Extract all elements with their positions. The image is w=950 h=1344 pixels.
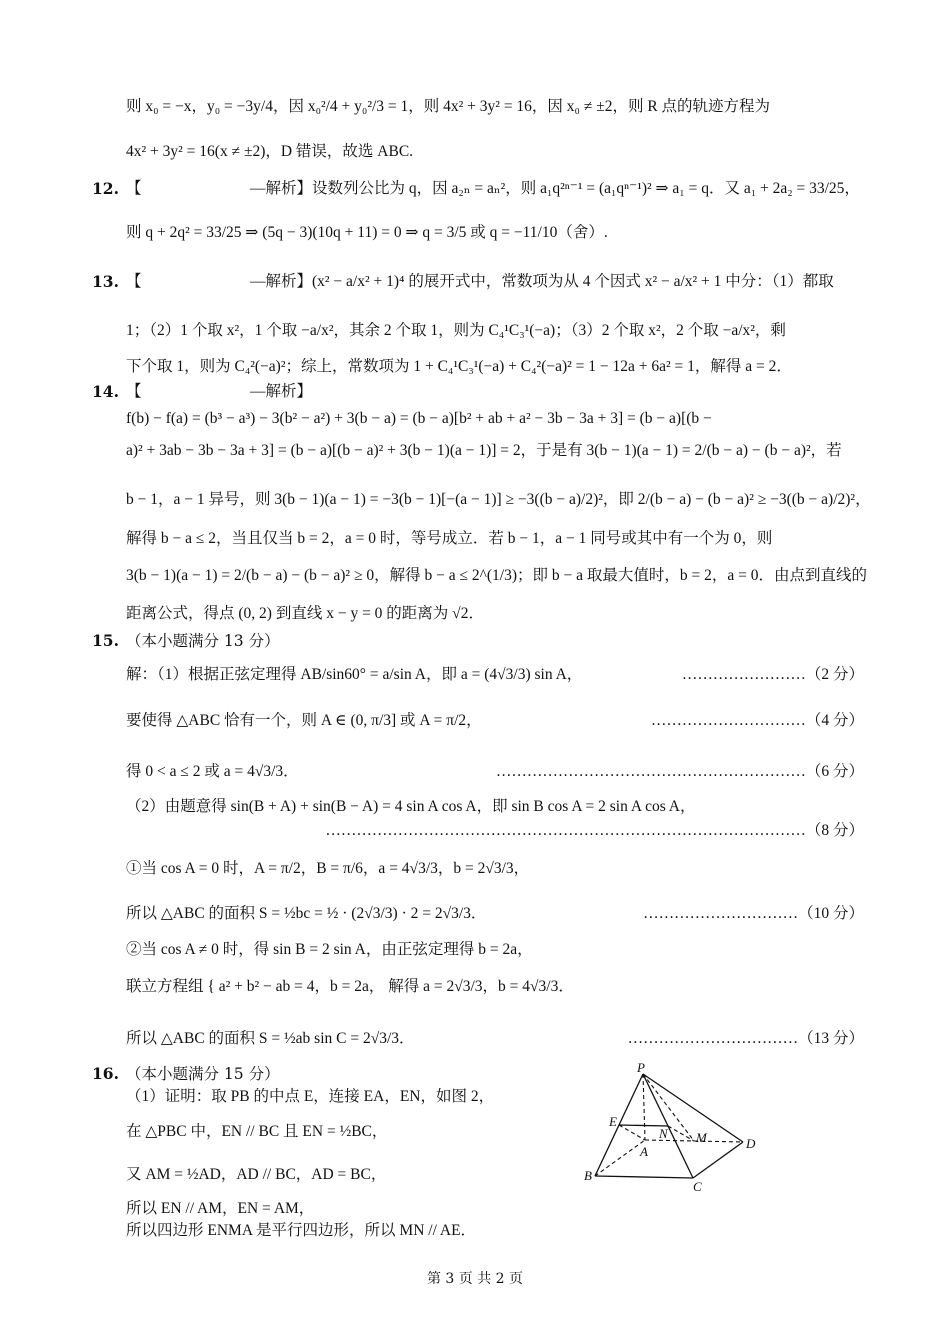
question-number: 14. [92, 382, 119, 401]
text-line: ②当 cos A ≠ 0 时，得 sin B = 2 sin A，由正弦定理得 b = 2a， [126, 941, 533, 958]
line-text: 要使得 △ABC 恰有一个，则 A ∈ (0, π/3] 或 A = π/2， [126, 712, 482, 729]
line-text: 得 0 < a ≤ 2 或 a = 4√3/3． [126, 763, 299, 780]
text-line: ①当 cos A = 0 时，A = π/2，B = π/6，a = 4√3/3，b = 2√3/3， [126, 860, 530, 877]
score-marker: …………………………（4 分） [650, 712, 864, 729]
text-line: 1；（2）1 个取 x²，1 个取 −a/x²，其余 2 个取 1，则为 C₄¹C₃¹(−a)；（3）2 个取 x²，2 个取 −a/x²，剩 [126, 322, 786, 339]
line-text: 解：（1）根据正弦定理得 AB/sin60° = a/sin A，即 a = (4√3/3) sin A， [126, 666, 583, 683]
text-line [126, 903, 864, 925]
line-text: 所以 △ABC 的面积 S = ½bc = ½ · (2√3/3) · 2 = 2√3/3． [126, 905, 487, 922]
text-line [126, 1028, 864, 1050]
text-line: 解得 b − a ≤ 2，当且仅当 b = 2，a = 0 时，等号成立．若 b − 1，a − 1 同号或其中有一个为 0，则 [126, 530, 773, 547]
text-line: 所以 EN // AM，EN = AM， [126, 1200, 315, 1217]
label-m: M [696, 1130, 707, 1145]
segment-ea [619, 1125, 645, 1140]
text-line: 在 △PBC 中，EN // BC 且 EN = ½BC， [126, 1123, 388, 1140]
line-text: 所以 △ABC 的面积 S = ½ab sin C = 2√3/3． [126, 1030, 415, 1047]
score-marker: …………………………（10 分） [643, 905, 864, 922]
label-e: E [609, 1114, 617, 1129]
text-line: 则 x₀ = −x，y₀ = −3y/4，因 x₀²/4 + y₀²/3 = 1，则 4x² + 3y² = 16，因 x₀ ≠ ±2，则 R 点的轨迹方程为 [126, 98, 771, 115]
text-line [126, 710, 864, 732]
text-line: （2）由题意得 sin(B + A) + sin(B − A) = 4 sin A cos A，即 sin B cos A = 2 sin A cos A， [126, 798, 696, 815]
edge-ba [595, 1140, 645, 1176]
text-line: 下个取 1，则为 C₄²(−a)²；综上，常数项为 1 + C₄¹C₃¹(−a) + C₄²(−a)² = 1 − 12a + 6a² = 1，解得 a = 2． [126, 358, 792, 375]
score-marker: ……………………………（13 分） [627, 1030, 864, 1047]
text-line [126, 664, 864, 686]
text-line: （本小题满分 13 分） [126, 632, 280, 650]
text-line: b − 1，a − 1 异号，则 3(b − 1)(a − 1) = −3(b − 1)[−(a − 1)] ≥ −3((b − a)/2)²，即 2/(b − a) − (b − a)² ≥ −3((b − a)/2)²， [126, 491, 871, 508]
label-p: P [637, 1060, 645, 1075]
question-number: 15. [92, 631, 119, 650]
text-line: 【 —解析】 [126, 383, 313, 400]
text-line: a)² + 3ab − 3b − 3a + 3] = (b − a)[(b − a)² + 3(b − 1)(a − 1)] = 2，于是有 3(b − 1)(a − 1) = 2/(b − a) − (b − a)²，若 [126, 442, 842, 459]
score-marker: ……………………………………………………（6 分） [495, 763, 864, 780]
label-d: D [746, 1136, 756, 1151]
text-line: f(b) − f(a) = (b³ − a³) − 3(b² − a²) + 3(b − a) = (b − a)[b² + ab + a² − 3b − 3a + 3] = (b − a)[(b − [126, 410, 712, 427]
text-line: （1）证明：取 PB 的中点 E，连接 EA，EN，如图 2， [126, 1088, 495, 1105]
question-number: 12. [92, 179, 119, 198]
question-number: 13. [92, 272, 119, 291]
edge-pd [643, 1074, 743, 1142]
text-line [126, 761, 864, 783]
text-line: 联立方程组 { a² + b² − ab = 4，b = 2a， 解得 a = 2√3/3，b = 4√3/3． [126, 978, 574, 995]
edge-cd [693, 1142, 743, 1178]
segment-pm [643, 1074, 694, 1141]
pyramid-figure [575, 1058, 780, 1198]
text-line: 【 —解析】设数列公比为 q，因 a₂ₙ = aₙ²，则 a₁q²ⁿ⁻¹ = (a₁qⁿ⁻¹)² ⇒ a₁ = q．又 a₁ + 2a₂ = 33/25， [126, 180, 860, 197]
label-n: N [659, 1126, 668, 1141]
text-line: 3(b − 1)(a − 1) = 2/(b − a) − (b − a)² ≥ 0，解得 b − a ≤ 2^(1/3)；即 b − a 取最大值时，b = 2，a = 0．由点到直线的 [126, 567, 867, 584]
question-number: 16. [92, 1064, 119, 1083]
score-marker: …………………………………………………………………………………（8 分） [325, 822, 864, 839]
label-a: A [640, 1144, 648, 1159]
score-marker: ……………………（2 分） [681, 666, 864, 683]
edge-bc [595, 1176, 693, 1178]
text-line: 距离公式，得点 (0, 2) 到直线 x − y = 0 的距离为 √2． [126, 605, 484, 622]
text-line: 所以四边形 ENMA 是平行四边形，所以 MN // AE． [126, 1222, 477, 1239]
edge-pa [643, 1074, 645, 1140]
page-footer: 第 3 页 共 2 页 [426, 1271, 524, 1287]
text-line [126, 820, 864, 842]
text-line: （本小题满分 15 分） [126, 1065, 280, 1083]
text-line: 【 —解析】(x² − a/x² + 1)⁴ 的展开式中，常数项为从 4 个因式 x² − a/x² + 1 中分：（1）都取 [126, 273, 834, 290]
label-c: C [693, 1179, 702, 1194]
text-line: 又 AM = ½AD，AD // BC，AD = BC， [126, 1166, 387, 1183]
label-b: B [584, 1168, 592, 1183]
text-line: 则 q + 2q² = 33/25 ⇒ (5q − 3)(10q + 11) = 0 ⇒ q = 3/5 或 q = −11/10（舍）. [126, 224, 608, 241]
text-line: 4x² + 3y² = 16(x ≠ ±2)，D 错误，故选 ABC. [126, 143, 414, 160]
